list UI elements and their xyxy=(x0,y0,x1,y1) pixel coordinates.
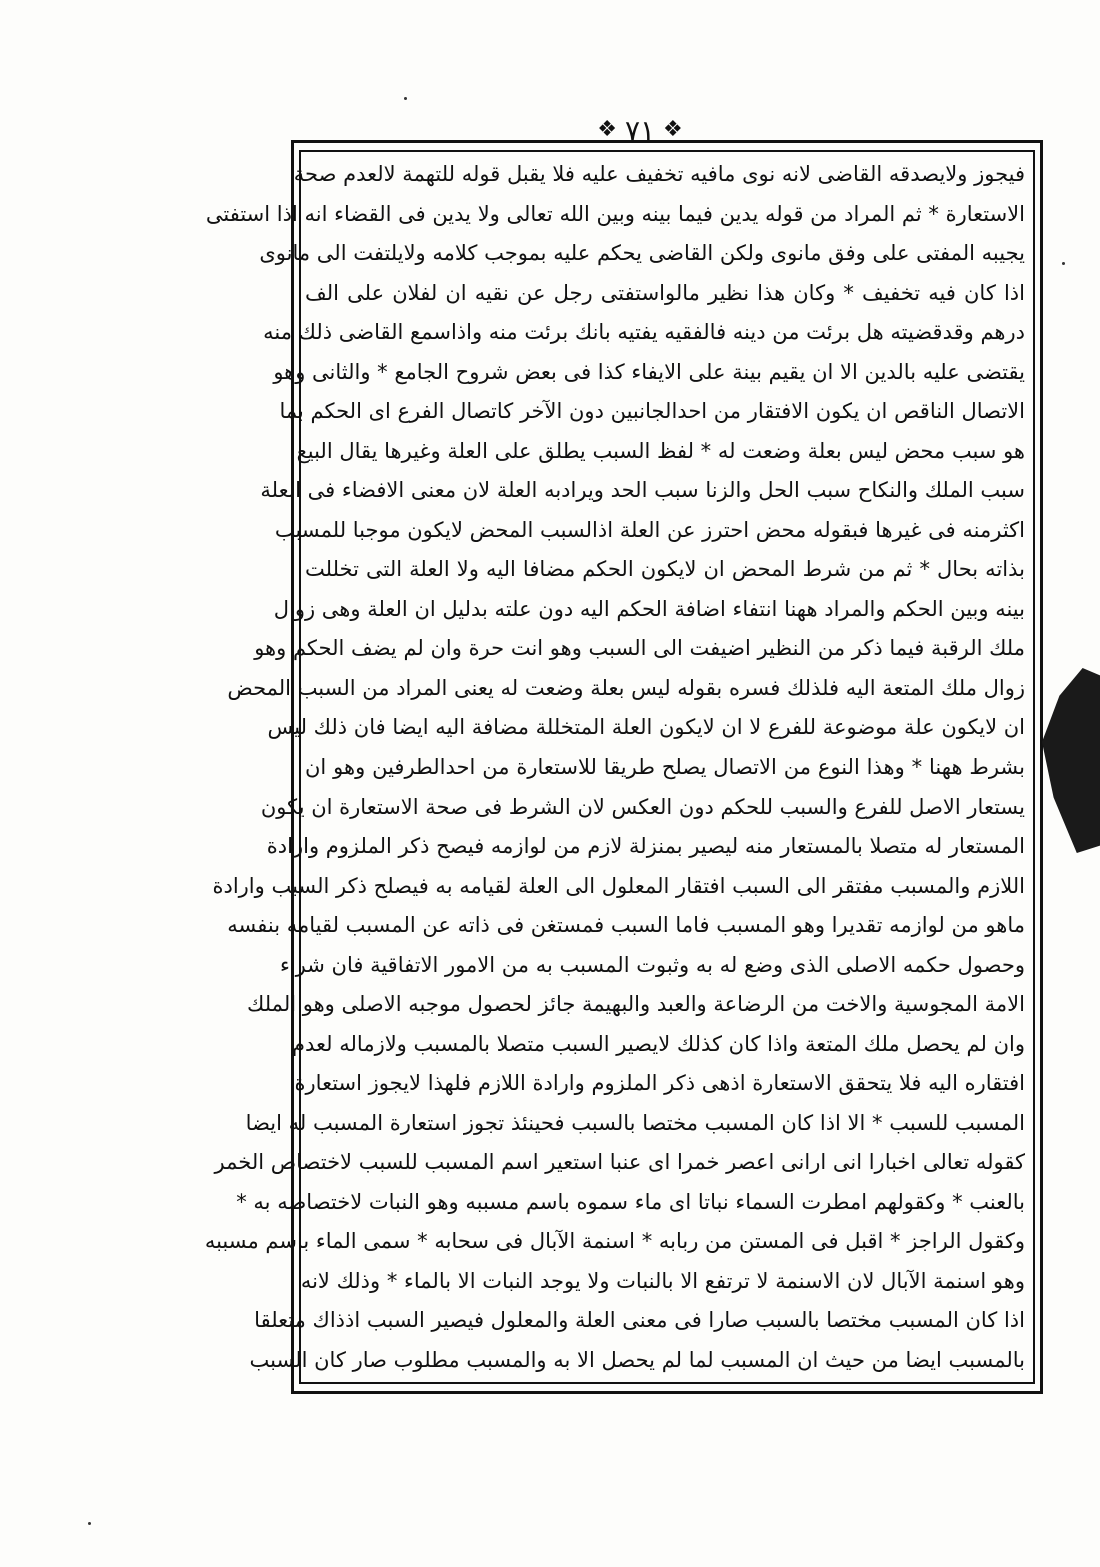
binding-shadow xyxy=(1042,668,1100,853)
text-line: كقوله تعالى اخبارا انى ارانى اعصر خمرا اى عنبا استعير اسم المسبب للسبب لاختصاص الخمر xyxy=(214,1150,1025,1175)
page-number: ٧١ xyxy=(624,113,656,147)
text-line: وحصول حكمه الاصلى الذى وضع له به وثبوت المسبب به من الامور الاتفاقية فان شراء xyxy=(279,952,1025,977)
text-line: بالمسبب ايضا من حيث ان المسبب لما لم يحصل الا به والمسبب مطلوب صار كان السبب xyxy=(249,1347,1025,1372)
text-line: اللازم والمسبب مفتقر الى السبب افتقار المعلول الى العلة لقيامه به فيصلح ذكر السبب وارادة xyxy=(212,873,1025,898)
text-line: الاتصال الناقص ان يكون الافتقار من احدالجانبين دون الآخر كاتصال الفرع اى الحكم بما xyxy=(279,399,1025,424)
text-line: الاستعارة * ثم المراد من قوله يدين فيما بينه وبين الله تعالى ولا يدين فى القضاء انه اذا استفتى xyxy=(205,201,1025,226)
text-line: المستعار له متصلا بالمستعار منه ليصير بمنزلة لازم من لوازمه فيصح ذكر الملزوم وارادة xyxy=(266,834,1025,859)
text-line: المسبب للسبب * الا اذا كان المسبب مختصا بالسبب فحينئذ تجوز استعارة المسبب له ايضا xyxy=(245,1110,1025,1135)
text-line: فيجوز ولايصدقه القاضى لانه نوى مافيه تخفيف عليه فلا يقبل قوله للتهمة لالعدم صحة xyxy=(293,162,1025,186)
ornament-right-icon: ❖ xyxy=(663,117,683,142)
text-line: يقتضى عليه بالدين الا ان يقيم بينة على الايفاء كذا فى بعض شروح الجامع * والثانى وهو xyxy=(273,359,1025,384)
ornament-left-icon: ❖ xyxy=(597,117,617,142)
text-line: بالعنب * وكقولهم امطرت السماء نباتا اى ماء سموه باسم مسببه وهو النبات لاختصاصه به * xyxy=(236,1189,1025,1214)
text-line: وان لم يحصل ملك المتعة واذا كان كذلك لايصير السبب متصلا بالمسبب ولازماله لعدم xyxy=(292,1031,1025,1056)
paper-speck xyxy=(1062,262,1065,265)
text-line: بشرط ههنا * وهذا النوع من الاتصال يصلح طريقا للاستعارة من احدالطرفين وهو ان xyxy=(305,754,1025,779)
text-line: هو سبب محض ليس بعلة وضعت له * لفظ السبب يطلق على العلة وغيرها يقال البيع xyxy=(296,438,1025,463)
text-line: سبب الملك والنكاح سبب الحل والزنا سبب الحد ويرادبه العلة لان معنى الافضاء فى العلة xyxy=(260,478,1025,503)
text-line: وهو اسنمة الآبال لان الاسنمة لا ترتفع الا بالنبات ولا يوجد النبات الا بالماء * وذلك لانه xyxy=(300,1268,1025,1293)
text-line: اذا كان فيه تخفيف * وكان هذا نظير مالواستفتى رجل عن نقيه ان لفلان على الف xyxy=(305,280,1025,305)
text-line: يجيبه المفتى على وفق مانوى ولكن القاضى يحكم عليه بموجب كلامه ولايلتفت الى مانوى xyxy=(259,241,1025,266)
text-line: اكثرمنه فى غيرها فبقوله محض احترز عن العلة اذالسبب المحض لايكون موجبا للمسبب xyxy=(274,517,1025,542)
text-line: اذا كان المسبب مختصا بالسبب صارا فى معنى العلة والمعلول فيصير السبب اذذاك متعلقا xyxy=(254,1308,1025,1333)
text-line: وكقول الراجز * اقبل فى المستن من ربابه * اسنمة الآبال فى سحابه * سمى الماء باسم مسببه xyxy=(204,1229,1025,1254)
text-line: درهم وقدقضيته هل برئت من دينه فالفقيه يفتيه بانك برئت منه واذاسمع القاضى ذلك منه xyxy=(263,320,1025,345)
text-line: افتقاره اليه فلا يتحقق الاستعارة اذهى ذكر الملزوم وارادة اللازم فلهذا لايجوز استعارة xyxy=(294,1071,1025,1096)
text-line: بذاته بحال * ثم من شرط المحض ان لايكون الحكم مضافا اليه ولا العلة التى تخللت xyxy=(305,557,1025,582)
body-text xyxy=(204,156,1025,1378)
text-line: ملك الرقبة فيما ذكر من النظير اضيفت الى السبب وهو انت حرة وان لم يضف الحكم وهو xyxy=(254,636,1025,661)
paper-speck xyxy=(88,1522,91,1525)
text-line: الامة المجوسية والاخت من الرضاعة والعبد والبهيمة جائز لحصول موجبه الاصلى وهو الملك xyxy=(247,992,1025,1017)
text-line: بينه وبين الحكم والمراد ههنا انتفاء اضافة الحكم اليه دون علته بدليل ان العلة وهى زوال xyxy=(273,596,1025,621)
text-line: يستعار الاصل للفرع والسبب للحكم دون العكس لان الشرط فى صحة الاستعارة ان يكون xyxy=(260,794,1025,819)
text-line: ان لايكون علة موضوعة للفرع لا ان لايكون العلة المتخللة مضافة اليه ايضا فان ذلك ليس xyxy=(267,715,1025,740)
text-line: زوال ملك المتعة اليه فلذلك فسره بقوله ليس بعلة وضعت له يعنى المراد من السبب المحض xyxy=(227,675,1025,700)
text-line: ماهو من لوازمه تقديرا وهو المسبب فاما السبب فمستغن فى ذاته عن المسبب لقيامه بنفسه xyxy=(227,913,1025,938)
paper-speck xyxy=(404,97,407,100)
